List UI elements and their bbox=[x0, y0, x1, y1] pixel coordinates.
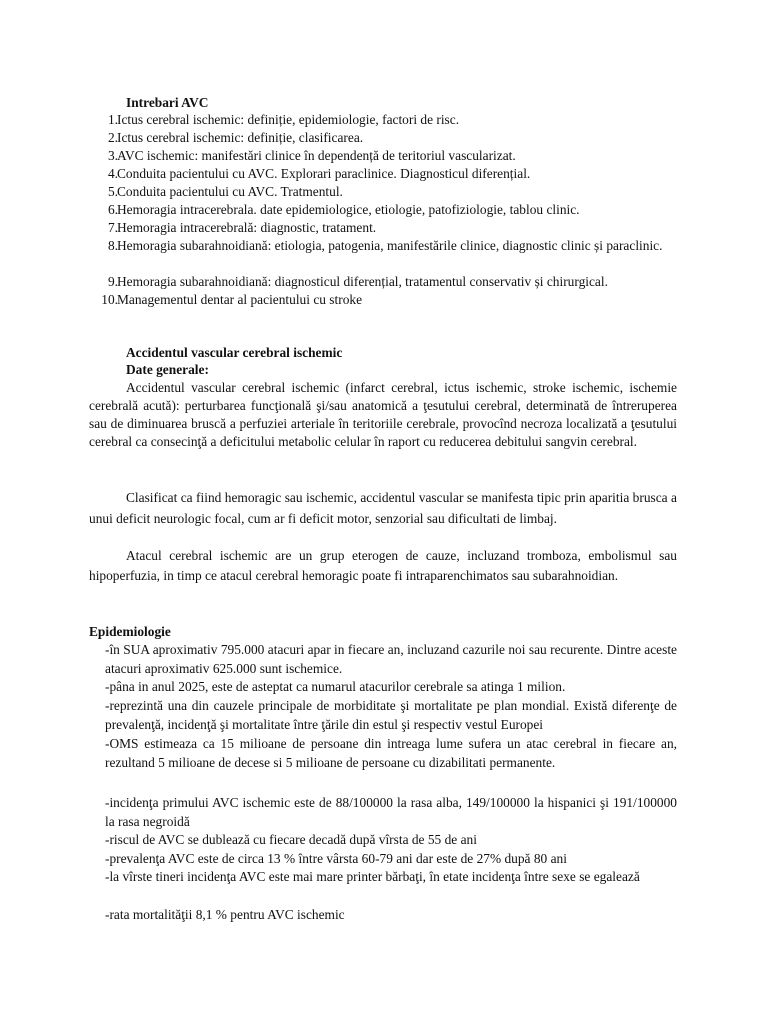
list-item: -prevalenţa AVC este de circa 13 % între vârsta 60-79 ani dar este de 27% după 80 ani bbox=[105, 851, 567, 866]
section-subtitle: Date generale: bbox=[126, 362, 209, 377]
paragraph-causes: Atacul cerebral ischemic are un grup eterogen de cauze, incluzand tromboza, embolismul sau hipoperfuzia, in timp ce atacul cerebral hemoragic poate fi intraparenchimatos sau subarahnoidian. bbox=[89, 548, 677, 583]
paragraph-classification: Clasificat ca fiind hemoragic sau ischemic, accidentul vascular se manifesta tipic prin aparitia brusca a unui deficit neurologic focal, cum ar fi deficit motor, senzorial sau dificultati de limbaj. bbox=[89, 490, 677, 526]
list-item: -riscul de AVC se dublează cu fiecare decadă după vîrsta de 55 de ani bbox=[105, 832, 477, 847]
list-item: 10. Managementul dentar al pacientului cu stroke bbox=[101, 292, 363, 307]
epidemiology-title: Epidemiologie bbox=[89, 624, 171, 639]
list-item: -rata mortalităţii 8,1 % pentru AVC ischemic bbox=[105, 907, 345, 922]
list-item: -reprezintă una din cauzele principale de morbiditate şi mortalitate pe plan mondial. Există diferenţe de prevalenţă, incidenţă şi mortalitate între ţările din estul şi respectiv vestul Europei bbox=[105, 698, 677, 732]
list-item: 5. Conduita pacientului cu AVC. Tratmentul. bbox=[107, 184, 343, 199]
list-item: 7. Hemoragia intracerebrală: diagnostic, tratament. bbox=[107, 220, 377, 235]
questions-title: Intrebari AVC bbox=[126, 95, 209, 110]
list-item: 6. Hemoragia intracerebrala. date epidemiologice, etiologie, patofiziologie, tablou clinic. bbox=[107, 202, 580, 217]
section-title: Accidentul vascular cerebral ischemic bbox=[126, 345, 343, 360]
list-item: -pâna in anul 2025, este de asteptat ca numarul atacurilor cerebrale sa atinga 1 milion. bbox=[105, 679, 566, 694]
list-item: 4. Conduita pacientului cu AVC. Explorari paraclinice. Diagnosticul diferențial. bbox=[107, 166, 531, 181]
list-item: -OMS estimeaza ca 15 milioane de persoane din intreaga lume sufera un atac cerebral in fiecare an, rezultand 5 milioane de decese si 5 milioane de persoane cu dizabilitati permanente. bbox=[105, 736, 677, 770]
list-item: -incidenţa primului AVC ischemic este de 88/100000 la rasa alba, 149/100000 la hispanici şi 191/100000 la rasa negroidă bbox=[105, 795, 677, 829]
list-item: 3. AVC ischemic: manifestări clinice în dependență de teritoriul vascularizat. bbox=[107, 148, 516, 163]
list-item: -la vîrste tineri incidenţa AVC este mai mare printer bărbaţi, în etate incidenţa între sexe se egalează bbox=[105, 869, 640, 884]
list-item: 2. Ictus cerebral ischemic: definiție, clasificarea. bbox=[107, 130, 364, 145]
list-item: 8. Hemoragia subarahnoidiană: etiologia, patogenia, manifestările clinice, diagnostic clinic și paraclinic. bbox=[107, 238, 663, 253]
list-item: 9. Hemoragia subarahnoidiană: diagnosticul diferențial, tratamentul conservativ și chirurgical. bbox=[107, 274, 608, 289]
list-item: 1. Ictus cerebral ischemic: definiție, epidemiologie, factori de risc. bbox=[107, 112, 460, 127]
paragraph-definition: Accidentul vascular cerebral ischemic (infarct cerebral, ictus ischemic, stroke ischemic, ischemie cerebrală acută): perturbarea funcţională şi/sau anatomică a ţesutului cerebral, determinată de întreruperea sau de diminuarea bruscă a perfuziei arteriale în teritoriile cerebrale, provocînd necroza localizată a ţesutului cerebral ca consecinţă a deficitului metabolic celular în raport cu reducerea debitului sangvin cerebral. bbox=[89, 380, 677, 449]
list-item: -în SUA aproximativ 795.000 atacuri apar in fiecare an, incluzand cazurile noi sau recurente. Dintre aceste atacuri aproximativ 625.000 sunt ischemice. bbox=[105, 642, 677, 676]
